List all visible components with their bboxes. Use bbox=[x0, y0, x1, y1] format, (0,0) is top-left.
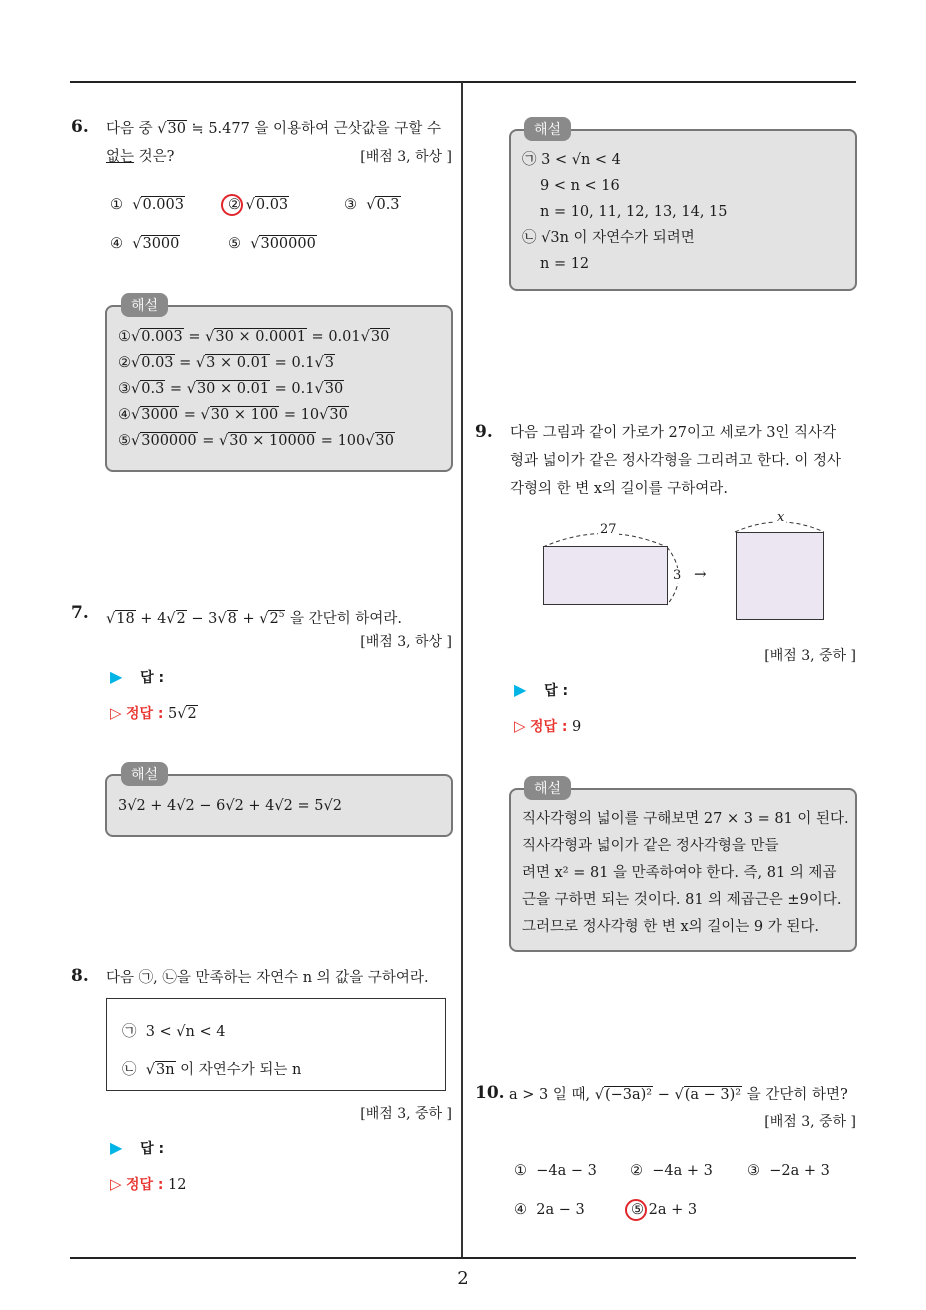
q8-number: 8. bbox=[71, 966, 89, 986]
q8-solution-line: 9 < n < 16 bbox=[540, 178, 620, 194]
q9-number: 9. bbox=[475, 422, 493, 442]
q7-score: [배점 3, 하상 ] bbox=[360, 634, 452, 650]
q6-text-rest: 것은? bbox=[134, 149, 175, 165]
q6-text-line2 bbox=[106, 143, 174, 171]
q8-solution-body bbox=[522, 147, 728, 277]
q10-option-4[interactable]: ④ 2a − 3 bbox=[514, 1202, 585, 1218]
q8-score: [배점 3, 중하 ] bbox=[360, 1106, 452, 1122]
q6-option-1[interactable]: ① √0.003 bbox=[110, 197, 184, 213]
q6-text bbox=[106, 115, 456, 143]
q7-text-suffix: 을 간단히 하여라. bbox=[285, 610, 402, 627]
q6-option-5[interactable]: ⑤ √300000 bbox=[228, 236, 316, 252]
fig-square-label: x bbox=[777, 510, 785, 525]
q9-solution-line: 그러므로 정사각형 한 변 x의 길이는 9 가 된다. bbox=[522, 919, 820, 935]
q6-option-2[interactable]: ② √0.03 bbox=[228, 197, 289, 213]
square-shape bbox=[736, 532, 824, 620]
q9-solution-line: 직사각형과 넓이가 같은 정사각형을 만들 bbox=[522, 838, 779, 854]
outline-triangle-icon: ▷ bbox=[110, 704, 122, 722]
q6-option-3[interactable]: ③ √0.3 bbox=[344, 197, 400, 213]
q10-text: a > 3 일 때, √(−3a)² − √(a − 3)² 을 간단히 하면? bbox=[509, 1087, 848, 1103]
q7-answer-row[interactable] bbox=[110, 667, 164, 687]
q9-text-line: 형과 넓이가 같은 정사각형을 그리려고 한다. 이 정사 bbox=[510, 453, 842, 469]
correct-label: 정답 : bbox=[530, 719, 568, 735]
q6-number: 6. bbox=[71, 117, 89, 137]
q9-solution-line: 근을 구하면 되는 것이다. 81 의 제곱근은 ±9이다. bbox=[522, 892, 842, 908]
q8-correct-row bbox=[110, 1174, 186, 1194]
q6-text-c: ≒ 5.477 을 이용하여 근삿값을 구할 수 bbox=[186, 121, 441, 137]
q6-text-a: 다음 중 bbox=[106, 121, 158, 137]
q6-solution-line: ⑤√300000 = √30 × 10000 = 100√30 bbox=[118, 433, 394, 449]
play-triangle-icon: ▶ bbox=[110, 1138, 123, 1157]
q8-solution-line: ㉠ 3 < √n < 4 bbox=[522, 152, 621, 168]
q8-solution-line: ㉡ √3n 이 자연수가 되려면 bbox=[522, 230, 695, 246]
page-number: 2 bbox=[457, 1268, 469, 1289]
answer-label: 답 : bbox=[140, 1141, 165, 1157]
q7-solution-body: 3√2 + 4√2 − 6√2 + 4√2 = 5√2 bbox=[118, 798, 342, 814]
q10-option-2[interactable]: ② −4a + 3 bbox=[630, 1163, 713, 1179]
q6-solution-tab: 해설 bbox=[121, 293, 168, 317]
q6-score: [배점 3, 하상 ] bbox=[360, 149, 452, 165]
q7-text: $√18 + 4√2 - 3√8 + √2^5$ 을 간단히 하여라. bbox=[106, 610, 402, 627]
q9-solution-line: 직사각형의 넓이를 구해보면 27 × 3 = 81 이 된다. bbox=[522, 811, 849, 827]
bottom-rule bbox=[70, 1257, 856, 1259]
fig-height-label: 3 bbox=[673, 568, 682, 583]
q8-solution-line: n = 12 bbox=[540, 256, 590, 272]
q9-text bbox=[510, 419, 860, 503]
q8-text: 다음 ㉠, ㉡을 만족하는 자연수 n 의 값을 구하여라. bbox=[106, 970, 429, 986]
q7-correct-value: 5√2 bbox=[167, 706, 197, 722]
q6-option-4[interactable]: ④ √3000 bbox=[110, 236, 180, 252]
rectangle-shape bbox=[543, 546, 668, 605]
q8-condition-2: ㉡ √3n 이 자연수가 되는 n bbox=[122, 1062, 302, 1078]
q9-text-line: 각형의 한 변 x의 길이를 구하여라. bbox=[510, 481, 728, 497]
q9-correct-row bbox=[514, 716, 581, 736]
q10-option-3[interactable]: ③ −2a + 3 bbox=[747, 1163, 830, 1179]
q10-number: 10. bbox=[475, 1083, 505, 1103]
q8-condition-1: ㉠ 3 < √n < 4 bbox=[122, 1024, 226, 1040]
q8-correct-value: 12 bbox=[167, 1177, 187, 1193]
q6-solution-line: ①√0.003 = √30 × 0.0001 = 0.01√30 bbox=[118, 329, 390, 345]
answer-label: 답 : bbox=[544, 683, 569, 699]
column-divider bbox=[461, 82, 463, 1258]
q6-solution-line: ④√3000 = √30 × 100 = 10√30 bbox=[118, 407, 348, 423]
q9-solution-body bbox=[522, 806, 849, 941]
q10-option-5[interactable]: ⑤ 2a + 3 bbox=[631, 1202, 698, 1218]
q10-option-1[interactable]: ① −4a − 3 bbox=[514, 1163, 597, 1179]
q6-solution-body bbox=[118, 324, 395, 454]
q9-answer-row[interactable] bbox=[514, 680, 568, 700]
q9-solution-tab: 해설 bbox=[524, 776, 571, 800]
q8-solution-tab: 해설 bbox=[524, 117, 571, 141]
outline-triangle-icon: ▷ bbox=[110, 1175, 122, 1193]
q6-solution-line: ②√0.03 = √3 × 0.01 = 0.1√3 bbox=[118, 355, 334, 371]
q8-answer-row[interactable] bbox=[110, 1138, 164, 1158]
fig-width-label: 27 bbox=[600, 522, 617, 537]
right-arrow-icon: → bbox=[694, 565, 707, 583]
play-triangle-icon: ▶ bbox=[514, 680, 527, 699]
outline-triangle-icon: ▷ bbox=[514, 717, 526, 735]
q7-number: 7. bbox=[71, 603, 89, 623]
q9-text-line: 다음 그림과 같이 가로가 27이고 세로가 3인 직사각 bbox=[510, 425, 837, 441]
selected-answer-circle bbox=[625, 1199, 647, 1221]
correct-label: 정답 : bbox=[126, 1177, 164, 1193]
correct-label: 정답 : bbox=[126, 706, 164, 722]
top-rule bbox=[70, 81, 856, 83]
selected-answer-circle bbox=[221, 194, 243, 216]
q10-score: [배점 3, 중하 ] bbox=[764, 1114, 856, 1130]
q8-solution-line: n = 10, 11, 12, 13, 14, 15 bbox=[540, 204, 728, 220]
q9-solution-line: 려면 x² = 81 을 만족하여야 한다. 즉, 81 의 제곱 bbox=[522, 865, 837, 881]
q6-underlined-word: 없는 bbox=[106, 149, 135, 165]
q7-correct-row bbox=[110, 703, 198, 723]
q6-solution-line: ③√0.3 = √30 × 0.01 = 0.1√30 bbox=[118, 381, 344, 397]
q7-solution-tab: 해설 bbox=[121, 762, 168, 786]
q9-correct-value: 9 bbox=[571, 719, 582, 735]
answer-label: 답 : bbox=[140, 670, 165, 686]
play-triangle-icon: ▶ bbox=[110, 667, 123, 686]
q9-score: [배점 3, 중하 ] bbox=[764, 648, 856, 664]
sqrt-symbol: √30 bbox=[157, 121, 186, 137]
